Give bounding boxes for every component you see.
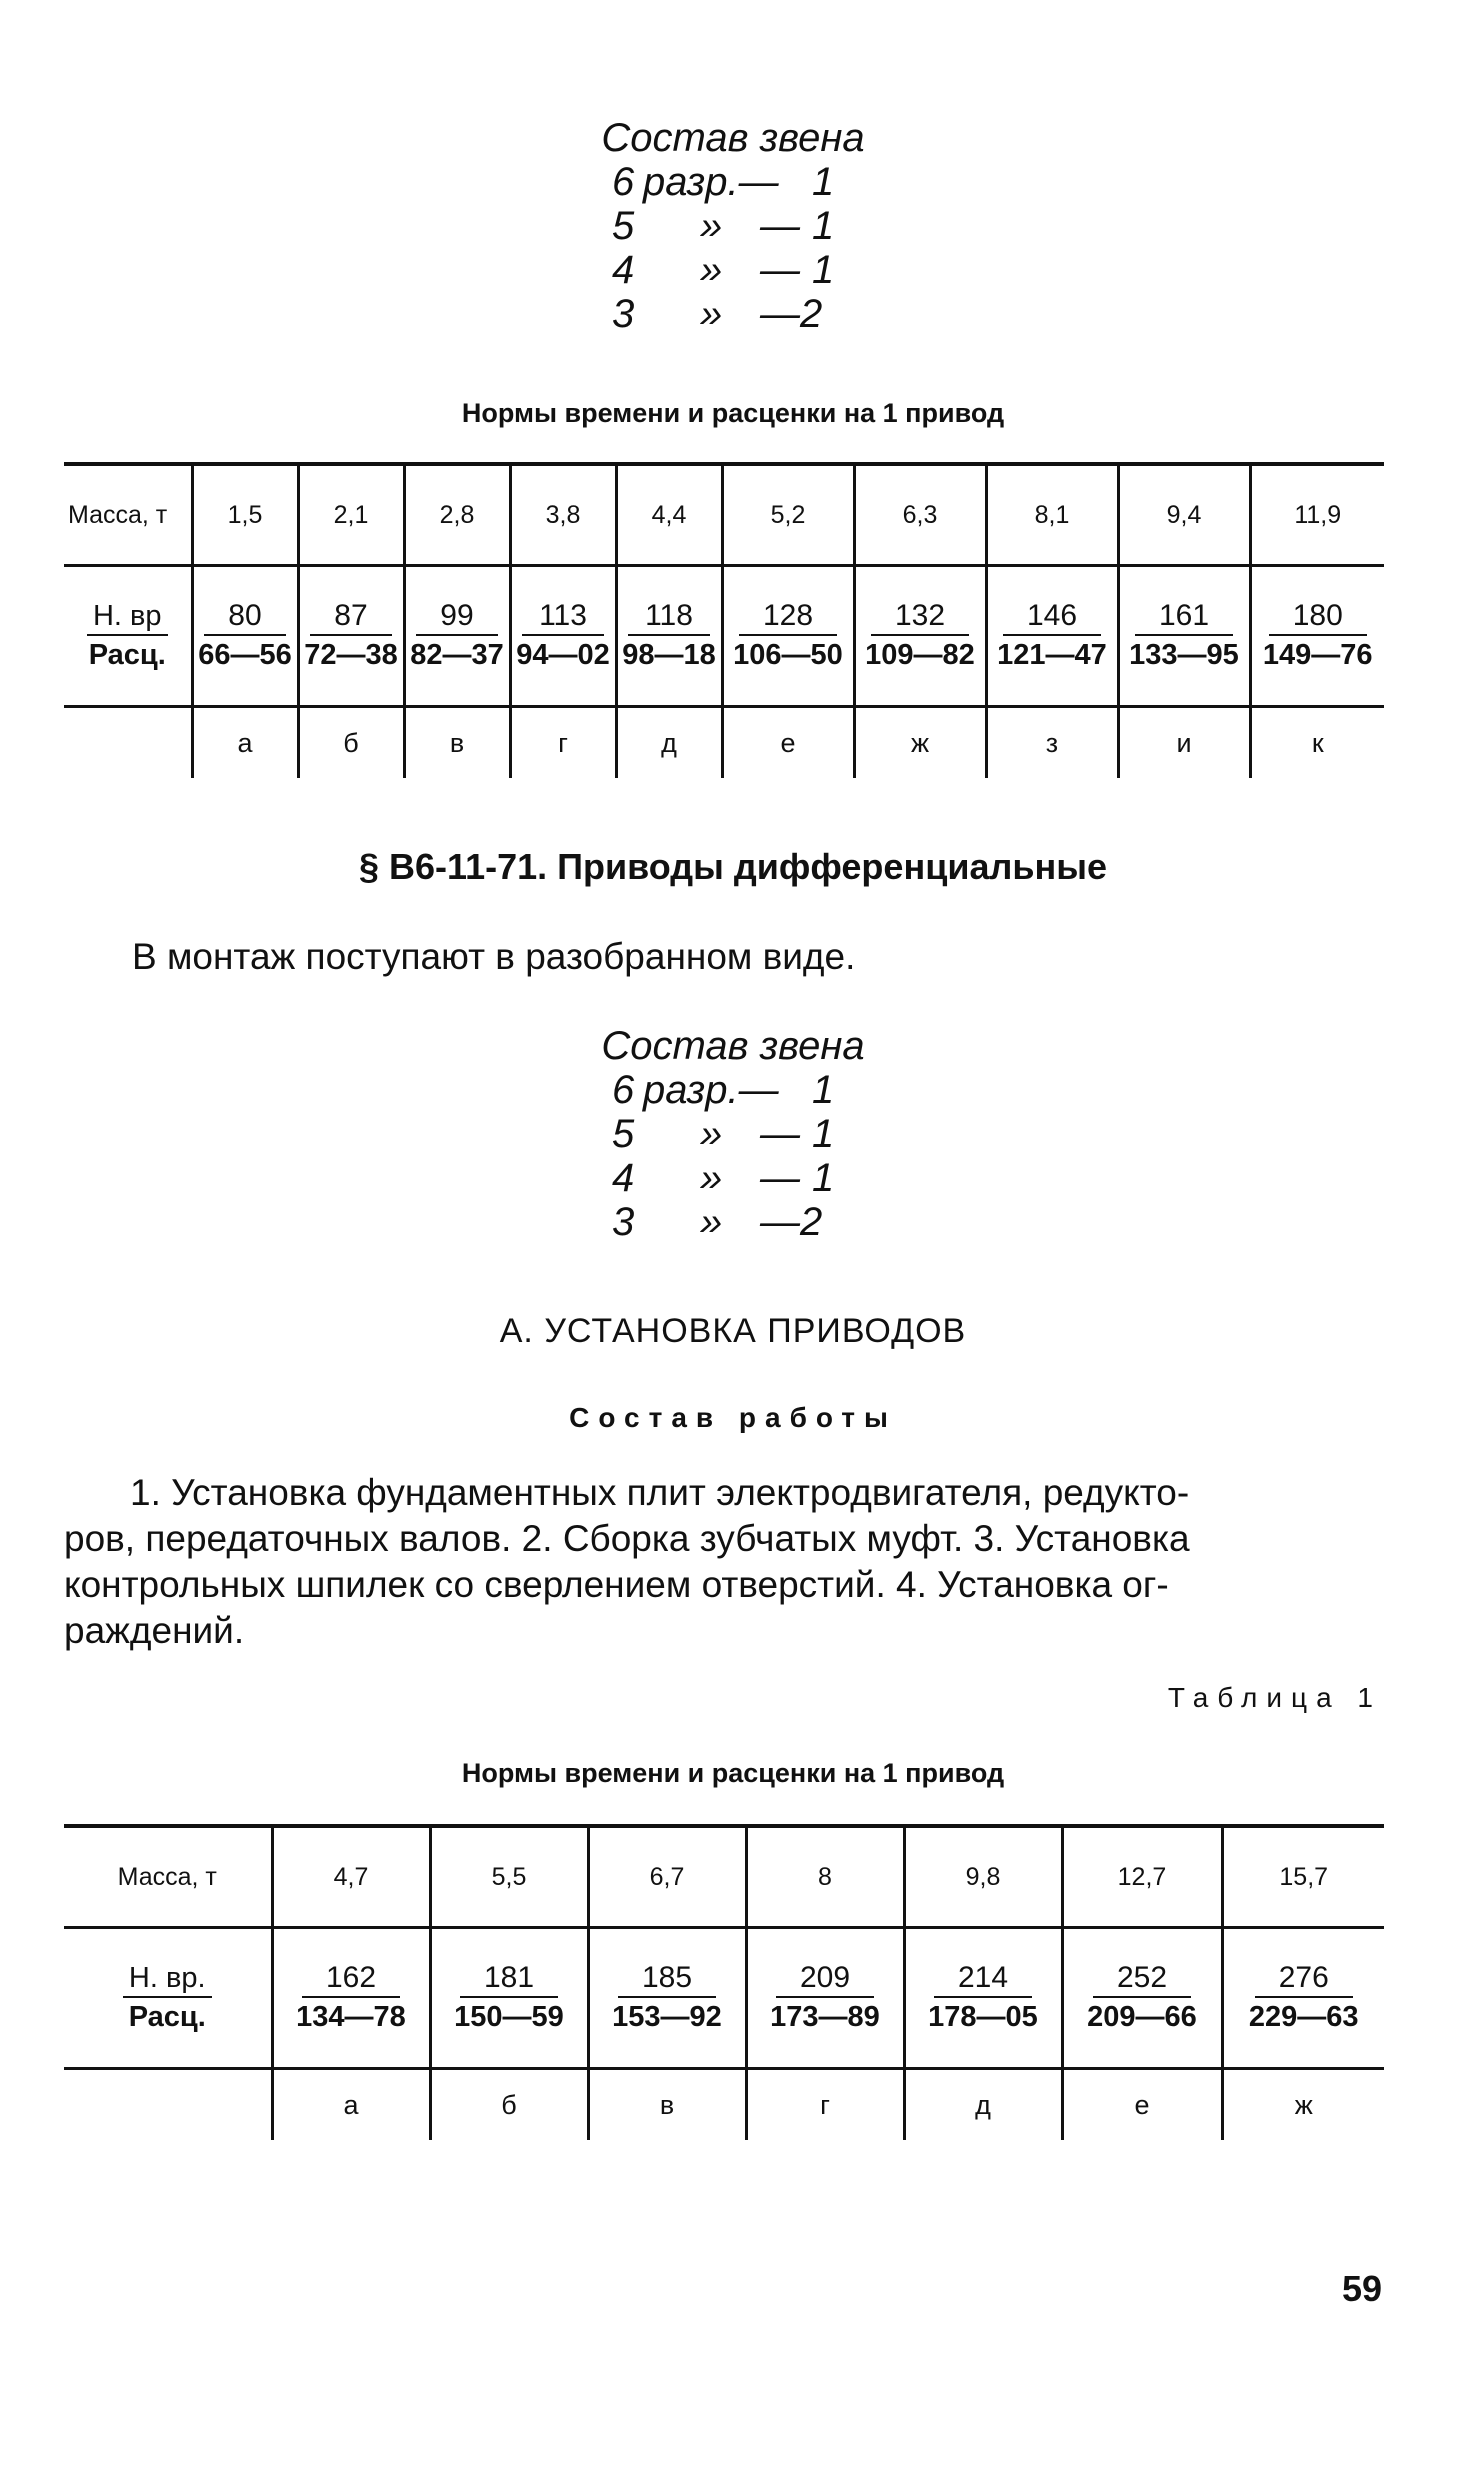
mass-cell: 6,7 — [588, 1826, 746, 1928]
crew-row — [0, 248, 1466, 292]
rate-value: 150—59 — [454, 2001, 564, 2033]
table-caption: Нормы времени и расценки на 1 привод — [461, 1758, 1005, 1788]
norm-cell — [986, 566, 1118, 707]
work-line: контрольных шпилек со сверлением отверстий. 4. Установка ог- — [64, 1564, 1169, 1605]
norm-cell — [1250, 566, 1384, 707]
crew-mark: » — [700, 1112, 723, 1156]
letter-blank — [64, 707, 192, 779]
crew-grade: 5 — [612, 1112, 635, 1156]
letter-cell: б — [298, 707, 404, 779]
rate-value: 229—63 — [1248, 2001, 1359, 2033]
norm-row — [64, 1928, 1384, 2069]
norm-cell — [1062, 1928, 1222, 2069]
letter-blank — [64, 2069, 272, 2141]
crew-row — [0, 292, 1466, 336]
letter-cell: е — [1062, 2069, 1222, 2141]
norm-cell — [722, 566, 854, 707]
part-a-title: А. УСТАНОВКА ПРИВОДОВ — [499, 1312, 967, 1350]
mass-label: Масса, т — [64, 464, 192, 566]
crew-count: 1 — [812, 1068, 835, 1112]
crew-title: Состав звена — [601, 1024, 865, 1068]
letter-cell: ж — [1222, 2069, 1384, 2141]
letter-cell: к — [1250, 707, 1384, 779]
norm-label — [64, 1928, 272, 2069]
crew-dash: — — [760, 248, 800, 292]
hours-value: 162 — [302, 1960, 400, 1998]
hours-value: 180 — [1269, 598, 1367, 636]
crew-grade: 6 — [612, 1068, 635, 1112]
mass-cell: 15,7 — [1222, 1826, 1384, 1928]
work-line: ров, передаточных валов. 2. Сборка зубчатых муфт. 3. Установка — [64, 1518, 1190, 1559]
rate-value: 72—38 — [304, 639, 398, 671]
letter-cell: з — [986, 707, 1118, 779]
mass-cell: 4,7 — [272, 1826, 430, 1928]
rate-value: 178—05 — [928, 2001, 1038, 2033]
crew-count: 1 — [812, 1156, 835, 1200]
hours-value: 214 — [934, 1960, 1032, 1998]
crew-mark: разр.— — [643, 1068, 779, 1112]
hours-value: 146 — [1003, 598, 1101, 636]
mass-cell: 11,9 — [1250, 464, 1384, 566]
mass-cell: 8 — [746, 1826, 904, 1928]
hours-label: Н. вр — [87, 598, 168, 636]
work-line: 1. Установка фундаментных плит электродвигателя, редукто- — [130, 1472, 1190, 1513]
crew-dash: — — [760, 292, 800, 336]
hours-value: 209 — [776, 1960, 874, 1998]
mass-cell: 9,4 — [1118, 464, 1250, 566]
letter-cell: в — [588, 2069, 746, 2141]
crew-grade: 4 — [612, 248, 635, 292]
hours-value: 118 — [628, 598, 710, 636]
crew-block-2 — [0, 1024, 1466, 1244]
crew-row — [0, 160, 1466, 204]
crew-grade: 3 — [612, 292, 635, 336]
crew-count: 1 — [812, 1112, 835, 1156]
crew-row — [0, 204, 1466, 248]
crew-row — [0, 1156, 1466, 1200]
crew-grade: 3 — [612, 1200, 635, 1244]
crew-mark: » — [700, 204, 723, 248]
crew-title: Состав звена — [601, 116, 865, 160]
crew-count: 1 — [812, 160, 835, 204]
mass-cell: 6,3 — [854, 464, 986, 566]
rate-value: 134—78 — [296, 2001, 406, 2033]
rate-value: 98—18 — [622, 639, 716, 671]
crew-grade: 5 — [612, 204, 635, 248]
hours-value: 161 — [1135, 598, 1233, 636]
crew-mark: » — [700, 292, 723, 336]
norm-cell — [854, 566, 986, 707]
letter-cell: д — [616, 707, 722, 779]
crew-grade: 4 — [612, 1156, 635, 1200]
hours-value: 132 — [871, 598, 969, 636]
hours-value: 252 — [1093, 1960, 1191, 1998]
crew-count: 2 — [800, 1200, 823, 1244]
mass-cell: 9,8 — [904, 1826, 1062, 1928]
mass-cell: 3,8 — [510, 464, 616, 566]
rate-value: 94—02 — [516, 639, 610, 671]
delivery-text: В монтаж поступают в разобранном виде. — [132, 936, 856, 977]
mass-cell: 2,1 — [298, 464, 404, 566]
rate-label: Расц. — [88, 639, 166, 671]
work-text — [64, 1470, 1384, 1654]
letter-cell: а — [192, 707, 298, 779]
hours-value: 128 — [739, 598, 837, 636]
crew-dash: — — [760, 1200, 800, 1244]
rate-value: 66—56 — [198, 639, 292, 671]
rate-value: 109—82 — [865, 639, 975, 671]
norm-cell — [588, 1928, 746, 2069]
norm-cell — [1222, 1928, 1384, 2069]
mass-cell: 2,8 — [404, 464, 510, 566]
hours-value: 185 — [618, 1960, 716, 1998]
crew-mark: » — [700, 248, 723, 292]
crew-mark: » — [700, 1156, 723, 1200]
hours-value: 113 — [522, 598, 604, 636]
letter-cell: г — [510, 707, 616, 779]
norms-table-1 — [64, 462, 1384, 778]
rate-label: Расц. — [128, 2001, 206, 2033]
work-line: раждений. — [64, 1610, 245, 1651]
norm-label — [64, 566, 192, 707]
crew-count: 2 — [800, 292, 823, 336]
hours-value: 181 — [460, 1960, 558, 1998]
rate-value: 121—47 — [997, 639, 1107, 671]
letter-cell: б — [430, 2069, 588, 2141]
hours-value: 80 — [204, 598, 286, 636]
mass-row — [64, 464, 1384, 566]
mass-label: Масса, т — [64, 1826, 272, 1928]
norm-cell — [1118, 566, 1250, 707]
crew-row — [0, 1200, 1466, 1244]
hours-value: 276 — [1255, 1960, 1353, 1998]
table-label: Таблица 1 — [1167, 1682, 1382, 1713]
norm-cell — [746, 1928, 904, 2069]
norm-cell — [192, 566, 298, 707]
crew-dash: — — [760, 204, 800, 248]
hours-value: 99 — [416, 598, 498, 636]
norm-cell — [298, 566, 404, 707]
mass-row — [64, 1826, 1384, 1928]
crew-mark: » — [700, 1200, 723, 1244]
rate-value: 209—66 — [1087, 2001, 1197, 2033]
crew-block-1 — [0, 116, 1466, 336]
letter-cell: е — [722, 707, 854, 779]
norm-row — [64, 566, 1384, 707]
page-number: 59 — [1341, 2268, 1382, 2309]
rate-value: 173—89 — [770, 2001, 880, 2033]
mass-cell: 1,5 — [192, 464, 298, 566]
crew-count: 1 — [812, 248, 835, 292]
letter-cell: д — [904, 2069, 1062, 2141]
hours-value: 87 — [310, 598, 392, 636]
work-title: Состав работы — [569, 1402, 897, 1433]
mass-cell: 5,5 — [430, 1826, 588, 1928]
letter-cell: а — [272, 2069, 430, 2141]
rate-value: 153—92 — [612, 2001, 722, 2033]
hours-label: Н. вр. — [123, 1960, 212, 1998]
mass-cell: 4,4 — [616, 464, 722, 566]
norms-table-2 — [64, 1824, 1384, 2140]
letter-cell: и — [1118, 707, 1250, 779]
norm-cell — [510, 566, 616, 707]
norm-cell — [404, 566, 510, 707]
letter-row — [64, 2069, 1384, 2141]
table-caption: Нормы времени и расценки на 1 привод — [461, 398, 1005, 428]
section-heading: § В6-11-71. Приводы дифференциальные — [359, 846, 1107, 887]
rate-value: 149—76 — [1262, 639, 1373, 671]
crew-dash: — — [760, 1156, 800, 1200]
letter-cell: г — [746, 2069, 904, 2141]
rate-value: 82—37 — [410, 639, 504, 671]
norm-cell — [272, 1928, 430, 2069]
crew-dash: — — [760, 1112, 800, 1156]
norm-cell — [616, 566, 722, 707]
letter-row — [64, 707, 1384, 779]
letter-cell: ж — [854, 707, 986, 779]
crew-row — [0, 1112, 1466, 1156]
crew-row — [0, 1068, 1466, 1112]
crew-count: 1 — [812, 204, 835, 248]
rate-value: 106—50 — [733, 639, 843, 671]
norm-cell — [430, 1928, 588, 2069]
rate-value: 133—95 — [1129, 639, 1239, 671]
letter-cell: в — [404, 707, 510, 779]
crew-grade: 6 — [612, 160, 635, 204]
crew-mark: разр.— — [643, 160, 779, 204]
mass-cell: 5,2 — [722, 464, 854, 566]
norm-cell — [904, 1928, 1062, 2069]
mass-cell: 12,7 — [1062, 1826, 1222, 1928]
mass-cell: 8,1 — [986, 464, 1118, 566]
